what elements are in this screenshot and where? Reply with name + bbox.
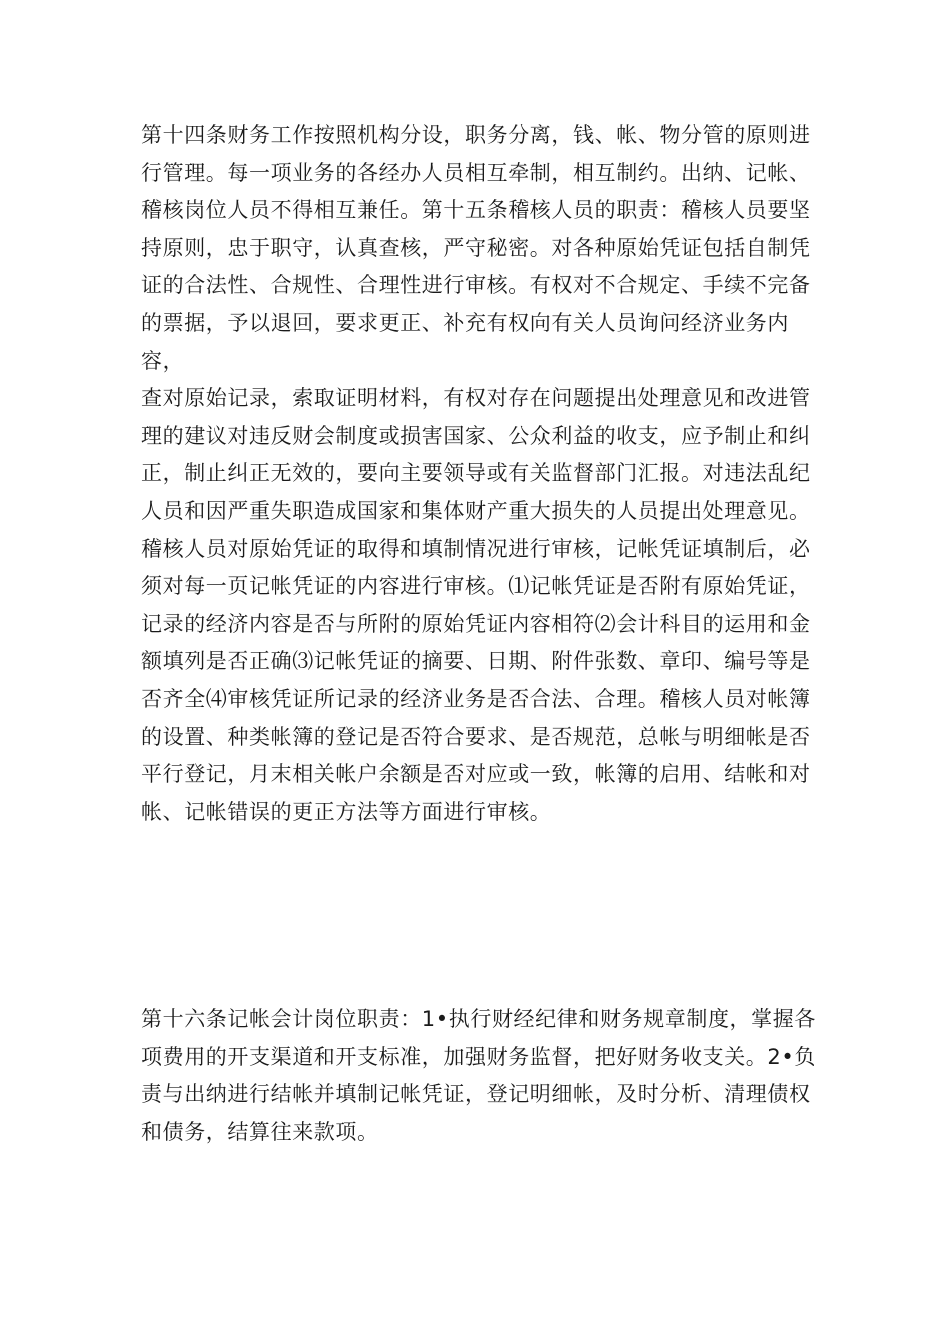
paragraph-article-16: 第十六条记帐会计岗位职责：1•执行财经纪律和财务规章制度，掌握各 项费用的开支渠道和开支标准，加强财务监督，把好财务收支关。2•负 责与出纳进行结帐并填制记帐凭证，登记明细帐，及时分析、清理债权 和债务，结算往来款项。 (141, 1007, 816, 1144)
paragraph-articles-14-15: 第十四条财务工作按照机构分设，职务分离，钱、帐、物分管的原则进 行管理。每一项业务的各经办人员相互牵制，相互制约。出纳、记帐、 稽核岗位人员不得相互兼任。第十五条稽核人员的职责：稽核人员要坚 持原则，忠于职守，认真查核，严守秘密。对各种原始凭证包括自制凭 证的合法性、合规性、合理性进行审核。有权对不合规定、手续不完备 的票据，予以退回，要求更正、补充有权向有关人员询问经济业务内容， 查对原始记录，索取证明材料，有权对存在问题提出处理意见和改进管 理的建议对违反财会制度或损害国家、公众利益的收支，应予制止和纠 正，制止纠正无效的，要向主要领导或有关监督部门汇报。对违法乱纪 人员和因严重失职造成国家和集体财产重大损失的人员提出处理意见。 稽核人员对原始凭证的取得和填制情况进行审核，记帐凭证填制后，必 须对每一页记帐凭证的内容进行审核。⑴记帐凭证是否附有原始凭证， 记录的经济内容是否与所附的原始凭证内容相符⑵会计科目的运用和金 额填列是否正确⑶记帐凭证的摘要、日期、附件张数、章印、编号等是 否齐全⑷审核凭证所记录的经济业务是否合法、合理。稽核人员对帐簿 的设置、种类帐簿的登记是否符合要求、是否规范，总帐与明细帐是否 平行登记，月末相关帐户余额是否对应或一致，帐簿的启用、结帐和对 帐、记帐错误的更正方法等方面进行审核。 (141, 123, 811, 824)
